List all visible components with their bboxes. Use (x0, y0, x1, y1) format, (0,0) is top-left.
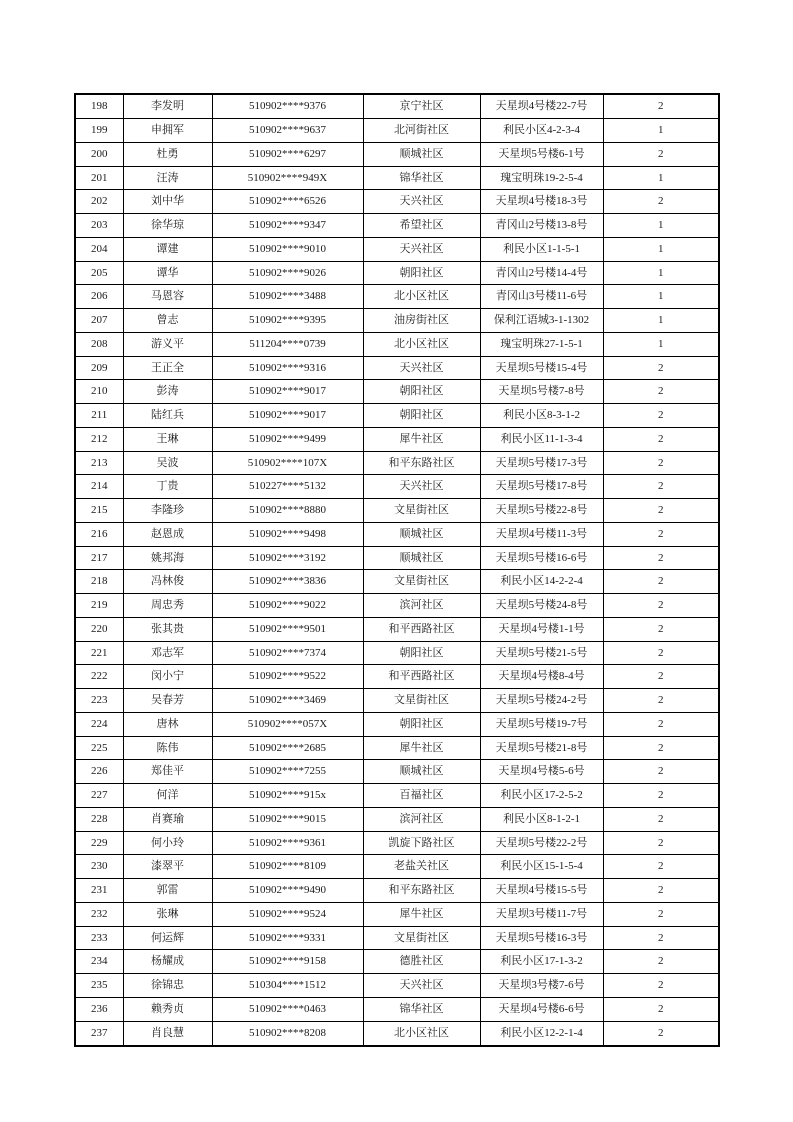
cell-id-number: 510902****057X (212, 712, 363, 736)
cell-community: 和平西路社区 (363, 617, 480, 641)
cell-address: 青冈山2号楼13-8号 (480, 214, 603, 238)
cell-count: 2 (603, 950, 719, 974)
cell-address: 天星坝4号楼1-1号 (480, 617, 603, 641)
cell-name: 何运辉 (123, 926, 212, 950)
cell-address: 利民小区17-1-3-2 (480, 950, 603, 974)
cell-count: 2 (603, 617, 719, 641)
cell-id-number: 510902****7374 (212, 641, 363, 665)
cell-id-number: 510902****107X (212, 451, 363, 475)
cell-id-number: 510902****9498 (212, 522, 363, 546)
cell-name: 陈伟 (123, 736, 212, 760)
cell-address: 天星坝4号楼6-6号 (480, 997, 603, 1021)
cell-row-number: 216 (75, 522, 123, 546)
cell-name: 申拥军 (123, 119, 212, 143)
cell-community: 和平东路社区 (363, 451, 480, 475)
cell-count: 2 (603, 380, 719, 404)
table-row (75, 665, 719, 689)
cell-row-number: 199 (75, 119, 123, 143)
cell-community: 和平东路社区 (363, 879, 480, 903)
cell-name: 赵恩成 (123, 522, 212, 546)
table-row (75, 237, 719, 261)
table-row (75, 332, 719, 356)
cell-id-number: 510304****1512 (212, 974, 363, 998)
cell-address: 天星坝5号楼22-8号 (480, 499, 603, 523)
table-row (75, 214, 719, 238)
cell-id-number: 510902****949X (212, 166, 363, 190)
cell-name: 何洋 (123, 784, 212, 808)
cell-name: 何小玲 (123, 831, 212, 855)
table-row (75, 617, 719, 641)
table-row (75, 475, 719, 499)
cell-community: 顺城社区 (363, 522, 480, 546)
cell-address: 青冈山2号楼14-4号 (480, 261, 603, 285)
cell-count: 2 (603, 689, 719, 713)
cell-community: 滨河社区 (363, 807, 480, 831)
cell-id-number: 510227****5132 (212, 475, 363, 499)
table-row (75, 807, 719, 831)
cell-name: 赖秀贞 (123, 997, 212, 1021)
cell-count: 1 (603, 166, 719, 190)
cell-name: 漆翠平 (123, 855, 212, 879)
cell-row-number: 221 (75, 641, 123, 665)
cell-count: 1 (603, 309, 719, 333)
cell-community: 文星街社区 (363, 689, 480, 713)
cell-community: 天兴社区 (363, 190, 480, 214)
cell-count: 1 (603, 237, 719, 261)
table-row (75, 356, 719, 380)
cell-row-number: 204 (75, 237, 123, 261)
cell-address: 天星坝4号楼8-4号 (480, 665, 603, 689)
cell-row-number: 209 (75, 356, 123, 380)
cell-community: 朝阳社区 (363, 641, 480, 665)
table-row (75, 309, 719, 333)
cell-count: 2 (603, 641, 719, 665)
cell-id-number: 510902****9347 (212, 214, 363, 238)
cell-name: 闵小宁 (123, 665, 212, 689)
cell-address: 利民小区4-2-3-4 (480, 119, 603, 143)
cell-address: 利民小区14-2-2-4 (480, 570, 603, 594)
cell-community: 顺城社区 (363, 142, 480, 166)
cell-id-number: 510902****9026 (212, 261, 363, 285)
cell-address: 天星坝5号楼22-2号 (480, 831, 603, 855)
cell-count: 2 (603, 902, 719, 926)
cell-id-number: 510902****9524 (212, 902, 363, 926)
table-row (75, 712, 719, 736)
cell-community: 天兴社区 (363, 237, 480, 261)
cell-address: 天星坝5号楼17-3号 (480, 451, 603, 475)
cell-community: 北小区社区 (363, 285, 480, 309)
cell-count: 2 (603, 784, 719, 808)
document-page (74, 93, 720, 1047)
cell-row-number: 217 (75, 546, 123, 570)
cell-name: 徐锦忠 (123, 974, 212, 998)
cell-count: 2 (603, 190, 719, 214)
cell-name: 李发明 (123, 94, 212, 119)
cell-name: 郭雷 (123, 879, 212, 903)
cell-count: 2 (603, 142, 719, 166)
cell-id-number: 510902****8109 (212, 855, 363, 879)
table-row (75, 522, 719, 546)
cell-name: 王正全 (123, 356, 212, 380)
cell-row-number: 230 (75, 855, 123, 879)
cell-row-number: 226 (75, 760, 123, 784)
table-row (75, 142, 719, 166)
cell-id-number: 510902****7255 (212, 760, 363, 784)
cell-row-number: 225 (75, 736, 123, 760)
cell-name: 肖赛瑜 (123, 807, 212, 831)
cell-count: 1 (603, 285, 719, 309)
table-row (75, 404, 719, 428)
cell-count: 2 (603, 546, 719, 570)
cell-count: 2 (603, 94, 719, 119)
table-row (75, 94, 719, 119)
cell-community: 犀牛社区 (363, 427, 480, 451)
cell-community: 文星街社区 (363, 926, 480, 950)
cell-count: 2 (603, 879, 719, 903)
cell-community: 朝阳社区 (363, 404, 480, 428)
cell-row-number: 200 (75, 142, 123, 166)
cell-address: 天星坝5号楼6-1号 (480, 142, 603, 166)
cell-id-number: 510902****3836 (212, 570, 363, 594)
cell-community: 北小区社区 (363, 332, 480, 356)
cell-count: 2 (603, 522, 719, 546)
cell-address: 保利江语城3-1-1302 (480, 309, 603, 333)
cell-address: 天星坝5号楼16-3号 (480, 926, 603, 950)
cell-name: 陆红兵 (123, 404, 212, 428)
cell-row-number: 222 (75, 665, 123, 689)
cell-address: 天星坝5号楼17-8号 (480, 475, 603, 499)
cell-id-number: 510902****9490 (212, 879, 363, 903)
cell-address: 瑰宝明珠27-1-5-1 (480, 332, 603, 356)
cell-row-number: 202 (75, 190, 123, 214)
cell-row-number: 235 (75, 974, 123, 998)
cell-name: 张其贵 (123, 617, 212, 641)
table-row (75, 1021, 719, 1046)
cell-name: 徐华琼 (123, 214, 212, 238)
table-row (75, 190, 719, 214)
cell-id-number: 510902****9522 (212, 665, 363, 689)
cell-id-number: 510902****2685 (212, 736, 363, 760)
cell-row-number: 231 (75, 879, 123, 903)
cell-address: 天星坝3号楼7-6号 (480, 974, 603, 998)
cell-id-number: 510902****9017 (212, 404, 363, 428)
cell-name: 肖良慧 (123, 1021, 212, 1046)
cell-count: 2 (603, 807, 719, 831)
cell-name: 吴春芳 (123, 689, 212, 713)
cell-name: 郑佳平 (123, 760, 212, 784)
table-row (75, 784, 719, 808)
cell-count: 1 (603, 119, 719, 143)
cell-row-number: 218 (75, 570, 123, 594)
cell-name: 冯林俊 (123, 570, 212, 594)
cell-row-number: 234 (75, 950, 123, 974)
cell-id-number: 510902****3192 (212, 546, 363, 570)
cell-address: 天星坝4号楼18-3号 (480, 190, 603, 214)
cell-community: 文星街社区 (363, 499, 480, 523)
cell-id-number: 510902****8880 (212, 499, 363, 523)
cell-community: 锦华社区 (363, 166, 480, 190)
table-row (75, 760, 719, 784)
cell-id-number: 510902****6526 (212, 190, 363, 214)
cell-community: 文星街社区 (363, 570, 480, 594)
table-row (75, 594, 719, 618)
cell-count: 2 (603, 427, 719, 451)
cell-address: 天星坝4号楼11-3号 (480, 522, 603, 546)
cell-id-number: 510902****9376 (212, 94, 363, 119)
cell-community: 朝阳社区 (363, 712, 480, 736)
cell-name: 周忠秀 (123, 594, 212, 618)
cell-community: 天兴社区 (363, 356, 480, 380)
table-body (75, 94, 719, 1046)
cell-count: 2 (603, 1021, 719, 1046)
cell-address: 天星坝5号楼21-8号 (480, 736, 603, 760)
table-row (75, 427, 719, 451)
table-row (75, 261, 719, 285)
cell-row-number: 237 (75, 1021, 123, 1046)
cell-row-number: 224 (75, 712, 123, 736)
cell-name: 谭华 (123, 261, 212, 285)
cell-name: 杜勇 (123, 142, 212, 166)
cell-address: 利民小区11-1-3-4 (480, 427, 603, 451)
cell-address: 利民小区1-1-5-1 (480, 237, 603, 261)
cell-address: 天星坝5号楼15-4号 (480, 356, 603, 380)
cell-address: 青冈山3号楼11-6号 (480, 285, 603, 309)
table-row (75, 879, 719, 903)
cell-row-number: 203 (75, 214, 123, 238)
cell-count: 2 (603, 594, 719, 618)
cell-count: 1 (603, 214, 719, 238)
cell-row-number: 213 (75, 451, 123, 475)
cell-community: 和平西路社区 (363, 665, 480, 689)
cell-id-number: 510902****6297 (212, 142, 363, 166)
cell-id-number: 510902****9501 (212, 617, 363, 641)
cell-community: 老盐关社区 (363, 855, 480, 879)
cell-row-number: 219 (75, 594, 123, 618)
cell-count: 2 (603, 475, 719, 499)
cell-address: 天星坝4号楼22-7号 (480, 94, 603, 119)
cell-community: 天兴社区 (363, 475, 480, 499)
cell-row-number: 223 (75, 689, 123, 713)
table-row (75, 546, 719, 570)
cell-address: 天星坝5号楼24-2号 (480, 689, 603, 713)
cell-count: 2 (603, 831, 719, 855)
cell-name: 邓志军 (123, 641, 212, 665)
cell-count: 2 (603, 570, 719, 594)
cell-community: 犀牛社区 (363, 736, 480, 760)
cell-address: 利民小区8-1-2-1 (480, 807, 603, 831)
cell-row-number: 206 (75, 285, 123, 309)
cell-count: 2 (603, 499, 719, 523)
cell-row-number: 215 (75, 499, 123, 523)
cell-community: 北小区社区 (363, 1021, 480, 1046)
residents-table (74, 93, 720, 1047)
cell-address: 利民小区17-2-5-2 (480, 784, 603, 808)
cell-address: 利民小区12-2-1-4 (480, 1021, 603, 1046)
table-row (75, 689, 719, 713)
cell-name: 马恩容 (123, 285, 212, 309)
cell-community: 锦华社区 (363, 997, 480, 1021)
cell-row-number: 208 (75, 332, 123, 356)
cell-row-number: 227 (75, 784, 123, 808)
cell-community: 希望社区 (363, 214, 480, 238)
cell-name: 李隆珍 (123, 499, 212, 523)
cell-name: 吴波 (123, 451, 212, 475)
cell-community: 百福社区 (363, 784, 480, 808)
cell-count: 2 (603, 855, 719, 879)
cell-name: 刘中华 (123, 190, 212, 214)
cell-name: 王琳 (123, 427, 212, 451)
cell-id-number: 510902****3488 (212, 285, 363, 309)
cell-id-number: 510902****9015 (212, 807, 363, 831)
cell-row-number: 236 (75, 997, 123, 1021)
table-row (75, 380, 719, 404)
cell-community: 京宁社区 (363, 94, 480, 119)
cell-row-number: 229 (75, 831, 123, 855)
cell-count: 1 (603, 332, 719, 356)
table-row (75, 736, 719, 760)
cell-name: 汪涛 (123, 166, 212, 190)
cell-count: 2 (603, 356, 719, 380)
cell-community: 朝阳社区 (363, 380, 480, 404)
cell-count: 2 (603, 712, 719, 736)
cell-address: 利民小区8-3-1-2 (480, 404, 603, 428)
cell-row-number: 205 (75, 261, 123, 285)
cell-id-number: 510902****9022 (212, 594, 363, 618)
cell-name: 姚邦海 (123, 546, 212, 570)
table-row (75, 641, 719, 665)
cell-community: 顺城社区 (363, 760, 480, 784)
cell-address: 天星坝5号楼21-5号 (480, 641, 603, 665)
cell-address: 天星坝3号楼11-7号 (480, 902, 603, 926)
cell-name: 曾志 (123, 309, 212, 333)
cell-id-number: 510902****9331 (212, 926, 363, 950)
cell-address: 利民小区15-1-5-4 (480, 855, 603, 879)
cell-community: 犀牛社区 (363, 902, 480, 926)
cell-id-number: 510902****9316 (212, 356, 363, 380)
cell-id-number: 510902****9637 (212, 119, 363, 143)
cell-row-number: 201 (75, 166, 123, 190)
table-row (75, 926, 719, 950)
cell-id-number: 510902****0463 (212, 997, 363, 1021)
cell-count: 2 (603, 997, 719, 1021)
cell-id-number: 510902****9361 (212, 831, 363, 855)
cell-community: 北河街社区 (363, 119, 480, 143)
cell-community: 滨河社区 (363, 594, 480, 618)
table-row (75, 570, 719, 594)
cell-row-number: 233 (75, 926, 123, 950)
cell-address: 瑰宝明珠19-2-5-4 (480, 166, 603, 190)
cell-id-number: 510902****9017 (212, 380, 363, 404)
cell-name: 谭建 (123, 237, 212, 261)
cell-id-number: 510902****9158 (212, 950, 363, 974)
table-row (75, 997, 719, 1021)
table-row (75, 499, 719, 523)
cell-count: 1 (603, 261, 719, 285)
cell-count: 2 (603, 665, 719, 689)
table-row (75, 902, 719, 926)
cell-community: 德胜社区 (363, 950, 480, 974)
cell-address: 天星坝4号楼5-6号 (480, 760, 603, 784)
table-row (75, 950, 719, 974)
cell-count: 2 (603, 974, 719, 998)
table-row (75, 166, 719, 190)
cell-count: 2 (603, 451, 719, 475)
cell-row-number: 232 (75, 902, 123, 926)
cell-community: 凯旋下路社区 (363, 831, 480, 855)
cell-community: 油房街社区 (363, 309, 480, 333)
cell-id-number: 510902****3469 (212, 689, 363, 713)
cell-row-number: 212 (75, 427, 123, 451)
cell-address: 天星坝5号楼7-8号 (480, 380, 603, 404)
cell-address: 天星坝5号楼16-6号 (480, 546, 603, 570)
cell-community: 朝阳社区 (363, 261, 480, 285)
cell-address: 天星坝5号楼24-8号 (480, 594, 603, 618)
table-row (75, 831, 719, 855)
cell-id-number: 510902****8208 (212, 1021, 363, 1046)
cell-name: 唐林 (123, 712, 212, 736)
cell-count: 2 (603, 760, 719, 784)
cell-name: 丁贵 (123, 475, 212, 499)
cell-name: 游义平 (123, 332, 212, 356)
cell-community: 天兴社区 (363, 974, 480, 998)
cell-count: 2 (603, 404, 719, 428)
cell-id-number: 510902****9010 (212, 237, 363, 261)
cell-name: 杨耀成 (123, 950, 212, 974)
table-row (75, 855, 719, 879)
cell-address: 天星坝5号楼19-7号 (480, 712, 603, 736)
cell-name: 彭涛 (123, 380, 212, 404)
cell-id-number: 510902****9395 (212, 309, 363, 333)
table-row (75, 451, 719, 475)
cell-row-number: 211 (75, 404, 123, 428)
cell-row-number: 207 (75, 309, 123, 333)
cell-name: 张琳 (123, 902, 212, 926)
cell-id-number: 511204****0739 (212, 332, 363, 356)
cell-row-number: 214 (75, 475, 123, 499)
table-row (75, 974, 719, 998)
cell-row-number: 210 (75, 380, 123, 404)
cell-count: 2 (603, 736, 719, 760)
cell-id-number: 510902****9499 (212, 427, 363, 451)
cell-id-number: 510902****915x (212, 784, 363, 808)
cell-community: 顺城社区 (363, 546, 480, 570)
cell-row-number: 228 (75, 807, 123, 831)
cell-address: 天星坝4号楼15-5号 (480, 879, 603, 903)
cell-row-number: 198 (75, 94, 123, 119)
table-row (75, 119, 719, 143)
cell-count: 2 (603, 926, 719, 950)
table-row (75, 285, 719, 309)
cell-row-number: 220 (75, 617, 123, 641)
